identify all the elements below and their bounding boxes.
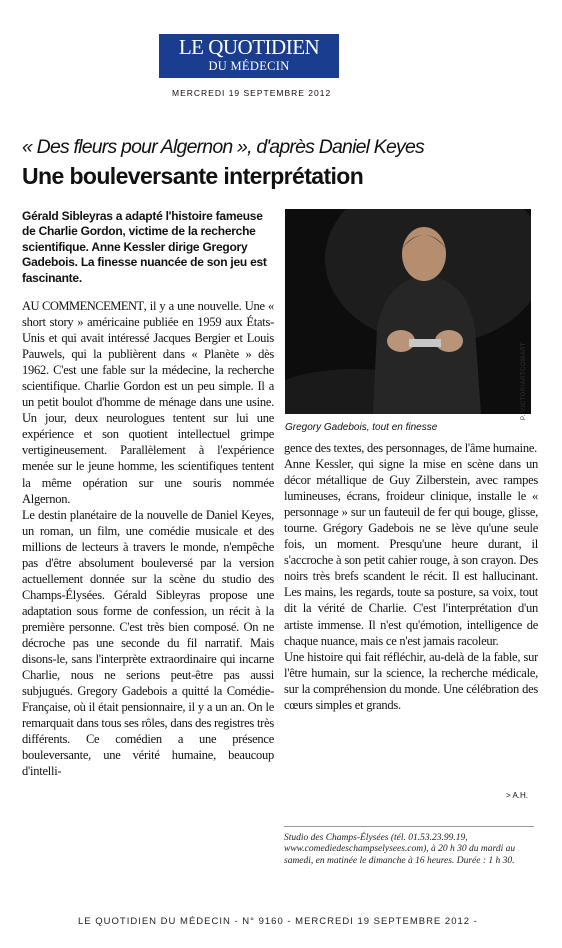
- author-signoff: > A.H.: [506, 791, 529, 800]
- masthead-subtitle: DU MÉDECIN: [208, 59, 290, 73]
- body-column-left: [22, 298, 274, 896]
- photo-credit: P. VICTOR/ARTCOMART: [521, 341, 527, 420]
- article-lede: Gérald Sibleyras a adapté l'histoire fameuse de Charlie Gordon, victime de la recherche scientifique. Anne Kessler dirige Gregory Gadebois. La finesse nuancée de son jeu est fascinante.: [22, 209, 267, 285]
- article-kicker: « Des fleurs pour Algernon », d'après Daniel Keyes: [22, 136, 424, 158]
- actor-silhouette-illustration: [285, 209, 531, 414]
- page-footer: LE QUOTIDIEN DU MÉDECIN - N° 9160 - MERCREDI 19 SEPTEMBRE 2012 -: [78, 916, 478, 927]
- body-paragraph: gence des textes, des personnages, de l'âme humaine.: [284, 441, 538, 455]
- practical-info: Studio des Champs-Élysées (tél. 01.53.23.99.19, www.comediedeschampselysees.com), à 20 h 30 du mardi au samedi, en matinée le dimanche à 16 heures. Durée : 1 h 30.: [284, 826, 534, 867]
- paragraph-text: , il y a une nouvelle. Une « short story » américaine publiée en 1959 aux États-Unis et qui avait intéressé Jacques Bergier et Louis Pauwels, qui la publièrent dans « Planète » dès 1962. C'est une fable sur la médecine, la recherche scientifique. Charlie Gordon est un peu simple. Il a un petit boulot d'homme de ménage dans une usine. Un jour, deux neurologues tentent sur lui une expérience et son quotient intellectuel grimpe vertigineusement. Parallèlement à l'expérience menée sur le jeune homme, les scientifiques tentent la même opération sur une souris nommée Algernon.: [22, 299, 274, 506]
- lead-words: AU COMMENCEMENT: [22, 299, 144, 313]
- article-headline: Une bouleversante interprétation: [22, 163, 364, 189]
- article-photo: [285, 209, 531, 414]
- body-paragraph: Le destin planétaire de la nouvelle de Daniel Keyes, un roman, un film, une comédie musicale et des millions de lecteurs à travers le monde, n'empêche pas d'être absolument bouleversé par la version actuellement donnée sur la scène du studio des Champs-Élysées. Gérald Sibleyras propose une adaptation sous forme de confession, un récit à la première personne. C'est très bien composé. On ne décroche pas une seconde du fil narratif. Mais disons-le, sans l'interprète extraordinaire qui incarne Charlie, nous ne serions peut-être pas aussi subjugués. Gregory Gadebois a quitté la Comédie-Française, où il était pensionnaire, il y a un an. On le remarquait dans tous ses rôles, dans des registres très différents. Ce comédien a une présence bouleversante, une vérité humaine, beaucoup d'intelli-: [22, 507, 274, 779]
- issue-date: MERCREDI 19 SEPTEMBRE 2012: [172, 88, 332, 98]
- masthead-logo: [159, 34, 339, 78]
- body-paragraph: Une histoire qui fait réfléchir, au-delà de la fable, sur l'être humain, sur la science, la recherche médicale, sur la compréhension du monde. Une célébration des cœurs simples et grands.: [284, 649, 538, 712]
- photo-caption: Gregory Gadebois, tout en finesse: [285, 422, 438, 433]
- body-column-right: [284, 440, 538, 802]
- masthead-title: LE QUOTIDIEN: [178, 35, 320, 59]
- body-paragraph: [22, 298, 274, 507]
- body-paragraph: Anne Kessler, qui signe la mise en scène dans un décor métallique de Guy Zilberstein, avec rampes lumineuses, écrans, froideur clinique, installe le « personnage » sur un fauteuil de fer qui bouge, glisse, tourne. Grégory Gadebois ne se lève qu'une seule fois, un moment. Presqu'une heure durant, il s'accroche à son petit cahier rouge, à son crayon. Des noirs très brefs scandent le récit. Il est hallucinant. Les mains, les regards, toute sa posture, sa voix, tout dit la vérité de Charlie. C'est l'interprétation d'un artiste immense. Il n'est qu'émotion, intelligence de chaque nuance, mais ce n'est jamais racoleur.: [284, 457, 538, 648]
